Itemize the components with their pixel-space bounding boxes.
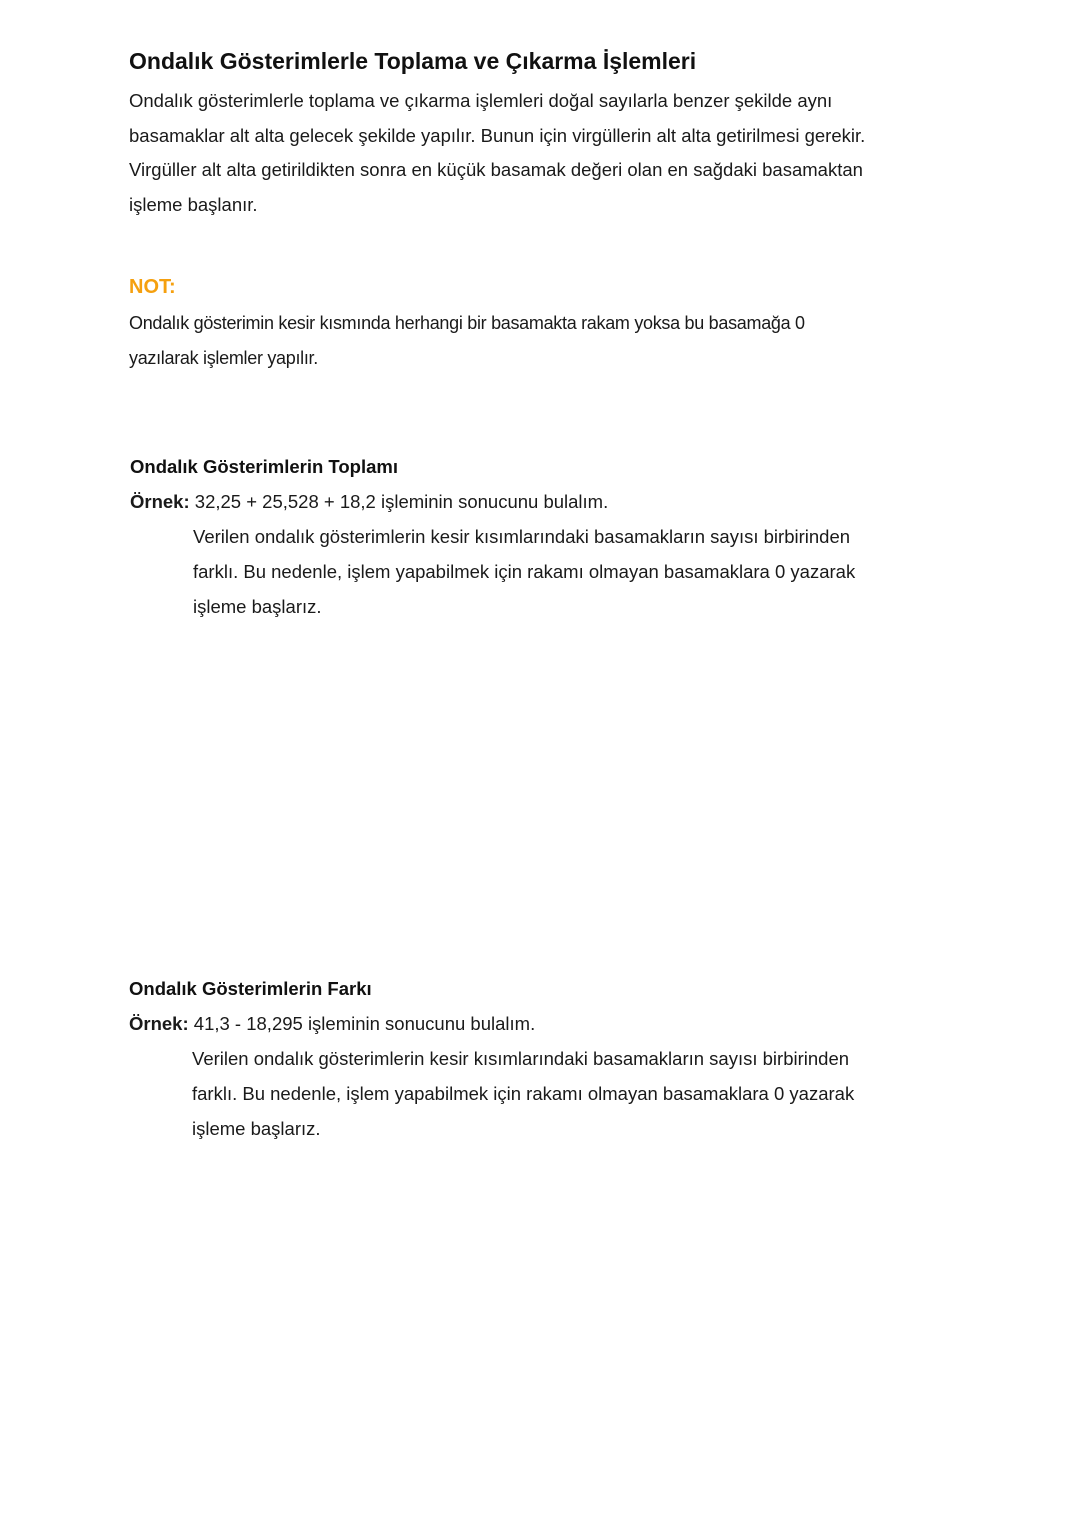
explanation-line: işleme başlarız.: [192, 1118, 321, 1139]
subtraction-example: [129, 1007, 535, 1041]
intro-paragraph: [129, 84, 959, 222]
example-text: 32,25 + 25,528 + 18,2 işleminin sonucunu bulalım.: [189, 491, 609, 512]
page-title: Ondalık Gösterimlerle Toplama ve Çıkarma İşlemleri: [129, 48, 697, 74]
explanation-line: farklı. Bu nedenle, işlem yapabilmek için rakamı olmayan basamaklara 0 yazarak: [192, 1083, 855, 1104]
note-line: Ondalık gösterimin kesir kısmında herhangi bir basamakta rakam yoksa bu basamağa 0: [129, 313, 805, 333]
subtraction-explanation: [192, 1041, 932, 1146]
explanation-line: Verilen ondalık gösterimlerin kesir kısımlarındaki basamakların sayısı birbirinden: [192, 1048, 850, 1069]
example-label: Örnek:: [129, 1013, 189, 1034]
explanation-line: işleme başlarız.: [193, 596, 322, 617]
addition-heading: Ondalık Gösterimlerin Toplamı: [130, 456, 398, 477]
intro-section: [129, 46, 696, 76]
intro-line: Virgüller alt alta getirildikten sonra en küçük basamak değeri olan en sağdaki basamaktan: [129, 159, 863, 180]
explanation-line: Verilen ondalık gösterimlerin kesir kısımlarındaki basamakların sayısı birbirinden: [193, 526, 851, 547]
intro-line: basamaklar alt alta gelecek şekilde yapılır. Bunun için virgüllerin alt alta getirilmesi gerekir.: [129, 124, 866, 146]
note-line: yazılarak işlemler yapılır.: [129, 348, 318, 368]
example-text: 41,3 - 18,295 işleminin sonucunu bulalım.: [188, 1013, 536, 1034]
addition-example: [130, 485, 608, 519]
note-label: NOT:: [129, 276, 176, 298]
intro-line: işleme başlanır.: [129, 193, 258, 215]
explanation-line: farklı. Bu nedenle, işlem yapabilmek için rakamı olmayan basamaklara 0 yazarak: [193, 561, 856, 582]
subtraction-heading: Ondalık Gösterimlerin Farkı: [129, 978, 372, 999]
example-label: Örnek:: [130, 491, 190, 512]
addition-explanation: [193, 519, 933, 624]
note-paragraph: [129, 306, 949, 376]
intro-line: Ondalık gösterimlerle toplama ve çıkarma işlemleri doğal sayılarla benzer şekilde aynı: [129, 90, 833, 111]
